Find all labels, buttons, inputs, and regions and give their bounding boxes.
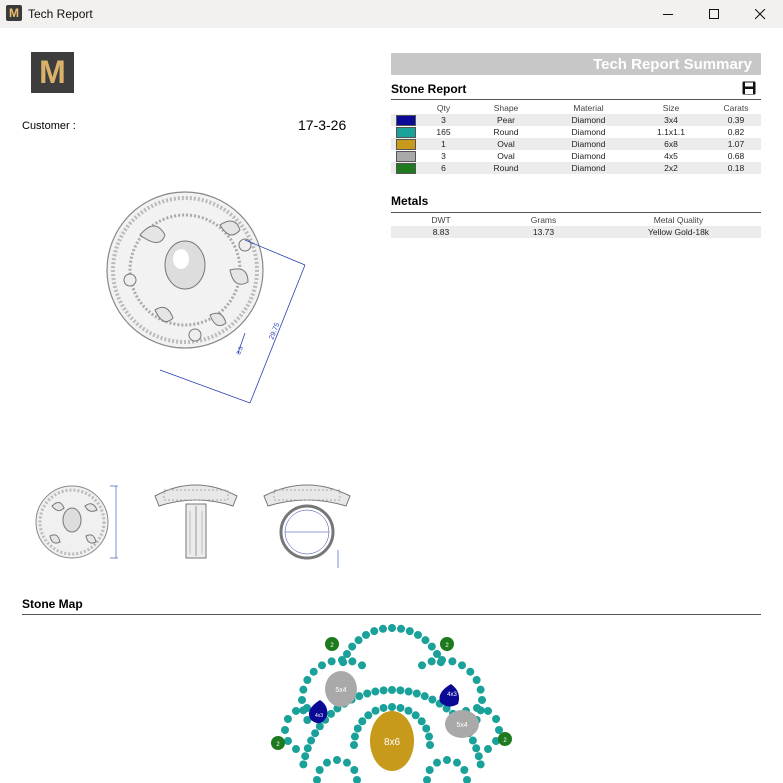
ring-body <box>107 192 263 348</box>
cell-material: Diamond <box>546 138 631 150</box>
round-stone <box>348 643 356 651</box>
ring-top-view-thumbnail <box>30 476 122 568</box>
col-grams: Grams <box>530 215 557 225</box>
round-stone <box>477 686 485 694</box>
round-stone <box>284 715 292 723</box>
round-stone <box>421 636 429 644</box>
center-oval-label: 8x6 <box>383 737 401 748</box>
round-stone <box>362 631 370 639</box>
round-stone <box>413 689 421 697</box>
minimize-icon <box>663 9 674 20</box>
round-stone <box>422 725 430 733</box>
metals-divider <box>391 212 761 213</box>
round-stone <box>396 686 404 694</box>
stone-report-divider <box>391 99 761 100</box>
cell-shape: Oval <box>466 138 546 150</box>
round-stone <box>379 625 387 633</box>
company-logo: M <box>31 52 74 93</box>
round-stone <box>484 745 492 753</box>
col-color <box>391 102 421 114</box>
round-stone <box>350 766 358 774</box>
dim-height-label: 8.5 <box>236 345 245 356</box>
round-stone <box>397 625 405 633</box>
ring-side-view-thumbnail <box>262 476 354 568</box>
ring-main-render <box>95 185 310 410</box>
round-stone <box>418 717 426 725</box>
round-stone <box>405 688 413 696</box>
svg-text:2: 2 <box>330 643 334 649</box>
metal-quality: Yellow Gold-18k <box>596 226 761 238</box>
cell-carats: 0.82 <box>727 127 745 137</box>
maximize-icon <box>709 9 720 20</box>
cell-carats: 0.68 <box>727 151 745 161</box>
table-row <box>391 138 761 150</box>
round-stone <box>316 722 324 730</box>
stone-color-swatch <box>391 162 421 174</box>
app-icon: M <box>6 5 22 21</box>
round-stone <box>478 696 486 704</box>
cell-carats: 1.07 <box>711 138 761 150</box>
round-stone <box>370 627 378 635</box>
customer-label: Customer : <box>22 120 76 132</box>
round-stone <box>333 756 341 764</box>
table-row <box>391 150 761 162</box>
stone-map-title: Stone Map <box>22 597 83 611</box>
round-stone <box>428 643 436 651</box>
metals-title: Metals <box>391 194 429 208</box>
round-stone <box>281 726 289 734</box>
round-stone <box>328 657 336 665</box>
round-stone <box>307 737 315 745</box>
stone-color-swatch <box>391 150 421 162</box>
dim-length-label: 29.75 <box>268 321 282 341</box>
cell-shape: Oval <box>497 151 515 161</box>
cell-shape: Pear <box>466 114 546 126</box>
cell-size: 6x8 <box>631 138 711 150</box>
round-stone <box>298 696 306 704</box>
col-dwt: DWT <box>431 215 451 225</box>
round-stone <box>292 707 300 715</box>
round-stone <box>348 657 356 665</box>
cell-size: 2x2 <box>631 162 711 174</box>
round-stone <box>354 725 362 733</box>
round-stone <box>404 707 412 715</box>
round-stone <box>412 711 420 719</box>
cell-size: 3x4 <box>631 114 711 126</box>
round-stone <box>477 760 485 768</box>
round-stone <box>327 710 335 718</box>
round-stone <box>313 776 321 783</box>
table-row <box>391 126 761 138</box>
cell-material: Diamond <box>571 127 606 137</box>
cell-material: Diamond <box>546 114 631 126</box>
round-stone <box>292 745 300 753</box>
round-stone <box>316 766 324 774</box>
round-stone <box>426 766 434 774</box>
round-stone <box>388 686 396 694</box>
round-stone <box>396 704 404 712</box>
stone-report-table <box>391 102 761 174</box>
close-icon <box>755 9 766 20</box>
title-bar <box>0 0 783 28</box>
cell-qty: 3 <box>421 114 466 126</box>
stone-color-swatch <box>391 114 421 126</box>
report-date: 17-3-26 <box>298 117 347 133</box>
round-stone <box>299 686 307 694</box>
round-stone <box>433 759 441 767</box>
svg-text:2: 2 <box>445 643 449 649</box>
summary-header: Tech Report Summary <box>391 53 761 75</box>
svg-text:2: 2 <box>276 742 280 748</box>
round-stone <box>463 776 471 783</box>
round-stone <box>364 711 372 719</box>
round-stone <box>388 624 396 632</box>
round-stone <box>473 676 481 684</box>
round-stone <box>304 744 312 752</box>
round-stone <box>338 656 346 664</box>
round-stone <box>484 707 492 715</box>
round-stone <box>475 752 483 760</box>
col-material: Material <box>573 103 604 113</box>
pear-stone <box>309 700 327 723</box>
maximize-button[interactable] <box>691 0 737 28</box>
round-stone <box>372 707 380 715</box>
stone-map-divider <box>22 614 761 615</box>
round-stone <box>299 760 307 768</box>
svg-text:2: 2 <box>503 738 507 744</box>
round-stone <box>358 661 366 669</box>
cell-size: 4x5 <box>664 151 678 161</box>
cell-size: 1.1x1.1 <box>657 127 685 137</box>
round-stone <box>363 689 371 697</box>
round-stone <box>388 703 396 711</box>
round-stone <box>380 686 388 694</box>
stone-map-diagram <box>207 620 577 783</box>
round-stone <box>438 656 446 664</box>
round-stone <box>466 668 474 676</box>
round-stone <box>460 766 468 774</box>
round-stone <box>406 627 414 635</box>
pear-label: 4x3 <box>447 692 457 698</box>
col-qty: Qty <box>436 103 451 113</box>
round-stone <box>310 668 318 676</box>
round-stone <box>423 776 431 783</box>
table-row <box>391 226 761 238</box>
round-stone <box>371 688 379 696</box>
cell-qty: 165 <box>436 127 451 137</box>
round-stone <box>350 741 358 749</box>
round-stone <box>351 733 359 741</box>
round-stone <box>343 759 351 767</box>
cell-material: Diamond <box>546 162 631 174</box>
cell-shape: Round <box>466 162 546 174</box>
save-icon[interactable] <box>742 81 756 95</box>
round-stone <box>492 715 500 723</box>
round-stone <box>428 657 436 665</box>
round-stone <box>469 737 477 745</box>
metal-dwt: 8.83 <box>391 226 491 238</box>
cell-qty: 6 <box>421 162 466 174</box>
cell-qty: 3 <box>441 151 446 161</box>
pear-label: 4x3 <box>314 713 324 719</box>
round-stone <box>284 737 292 745</box>
cell-carats: 0.39 <box>711 114 761 126</box>
round-stone <box>311 729 319 737</box>
col-carats: Carats <box>723 103 749 113</box>
round-stone <box>358 717 366 725</box>
cell-shape: Round <box>493 127 519 137</box>
close-button[interactable] <box>737 0 783 28</box>
round-stone <box>443 756 451 764</box>
stone-report-title: Stone Report <box>391 82 467 96</box>
stone-color-swatch <box>391 126 421 138</box>
cell-carats: 0.18 <box>711 162 761 174</box>
round-stone <box>425 733 433 741</box>
side-oval-label: 5x4 <box>335 687 347 694</box>
round-stone <box>448 657 456 665</box>
window-title: Tech Report <box>28 7 93 21</box>
table-row <box>391 162 761 174</box>
round-stone <box>453 759 461 767</box>
round-stone <box>323 759 331 767</box>
ring-front-view-thumbnail <box>150 476 242 568</box>
round-stone <box>428 696 436 704</box>
round-stone <box>301 752 309 760</box>
table-row <box>391 114 761 126</box>
round-stone <box>426 741 434 749</box>
round-stone <box>458 661 466 669</box>
col-metal-quality: Metal Quality <box>653 215 704 225</box>
round-stone <box>318 661 326 669</box>
round-stone <box>355 636 363 644</box>
metals-table <box>391 214 761 238</box>
round-stone <box>472 744 480 752</box>
round-stone <box>418 661 426 669</box>
round-stone <box>303 676 311 684</box>
round-stone <box>473 704 481 712</box>
col-shape: Shape <box>493 103 519 113</box>
cell-qty: 1 <box>421 138 466 150</box>
stone-color-swatch <box>391 138 421 150</box>
round-stone <box>414 631 422 639</box>
round-stone <box>353 776 361 783</box>
metal-grams: 13.73 <box>491 226 596 238</box>
round-stone <box>421 692 429 700</box>
round-stone <box>380 704 388 712</box>
side-oval-label: 5x4 <box>456 722 468 729</box>
minimize-button[interactable] <box>645 0 691 28</box>
col-size: Size <box>662 103 680 113</box>
cell-material: Diamond <box>571 151 606 161</box>
